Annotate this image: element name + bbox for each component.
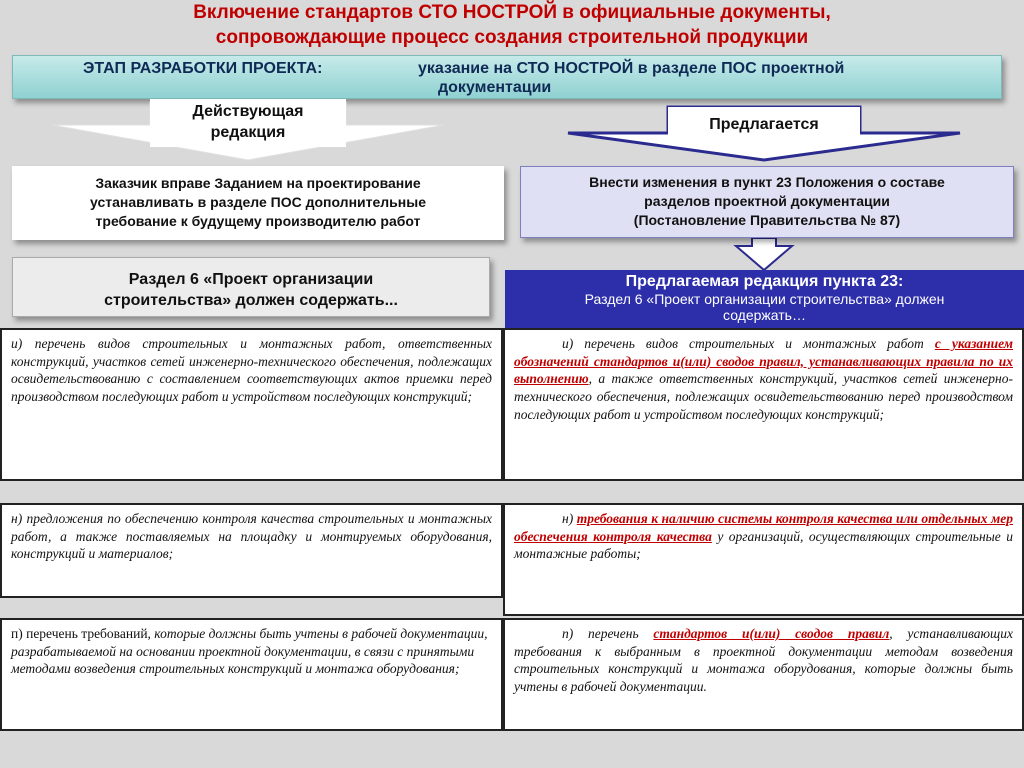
arrows-layer (0, 0, 1024, 300)
changes-box (520, 166, 1014, 238)
proposed-item-p (503, 618, 1024, 731)
proposed-n-suffix: у организаций, осуществляющих строительные и монтажные работы; (514, 528, 1013, 562)
changes-line-1: Внести изменения в пункт 23 Положения о составе (589, 174, 945, 190)
section-box (12, 257, 490, 317)
title-line-1: Включение стандартов СТО НОСТРОЙ в официальные документы, (193, 2, 831, 23)
title-line-2: сопровождающие процесс создания строительной продукции (215, 27, 809, 48)
proposed-edition-heading: Предлагаемая редакция пункта 23: (625, 273, 904, 290)
proposed-edition-line-1: Раздел 6 «Проект организации строительства» должен (584, 291, 945, 307)
proposed-i-highlight: с указанием обозначений стандартов и(или) сводов правил, устанавливающих правила по их выполнению (514, 336, 1014, 387)
proposed-i-suffix: , а также ответственных конструкций, участков сетей инженерно-технического обеспечения, подлежащих освидетельствованию перед производством последующих работ и устройством последующих конструкций; (514, 371, 1013, 422)
current-edition-label (150, 99, 346, 147)
customer-line-3: требование к будущему производителю работ (95, 213, 421, 229)
proposed-edition-box (505, 270, 1024, 328)
current-p-rest: которые должны быть учтены в рабочей документации, разрабатываемой на основании проектной документации, в связи с принятыми методами возведения строительных конструкций и монтажа оборудования; (11, 626, 488, 677)
proposed-p-suffix: , устанавливающих требования к выбранным в проектной документации методам возведения строительных конструкций и монтажа оборудования, которые должны быть учтены в рабочей документации. (514, 626, 1013, 695)
customer-line-1: Заказчик вправе Заданием на проектирование (95, 175, 421, 191)
customer-box (12, 166, 504, 240)
current-p-prefix: п) перечень требований, (11, 626, 155, 641)
changes-line-3: (Постановление Правительства № 87) (633, 212, 901, 228)
proposed-item-n (503, 503, 1024, 616)
proposed-edition-line-2: содержать… (723, 307, 806, 323)
proposed-i-prefix: и) перечень видов строительных и монтажных работ (562, 336, 935, 351)
small-down-arrow (736, 238, 792, 270)
stage-text-line-2: документации (438, 79, 552, 96)
section-line-1: Раздел 6 «Проект организации (128, 271, 374, 288)
proposed-n-prefix: н) (562, 511, 577, 526)
current-item-p (0, 618, 503, 731)
stage-text-line-1: указание на СТО НОСТРОЙ в разделе ПОС проектной (418, 60, 845, 77)
proposed-label: Предлагается (668, 107, 860, 140)
customer-line-2: устанавливать в разделе ПОС дополнительные (90, 194, 426, 210)
section-line-2: строительства» должен содержать... (104, 292, 398, 309)
current-edition-line-2: редакция (210, 124, 286, 141)
proposed-p-prefix: п) перечень (562, 626, 654, 641)
proposed-n-highlight: требования к наличию системы контроля качества или отдельных мер обеспечения контроля качества (514, 511, 1013, 544)
stage-label: ЭТАП РАЗРАБОТКИ ПРОЕКТА: (83, 60, 323, 77)
current-item-n: н) предложения по обеспечению контроля качества строительных и монтажных работ, а также поставляемых на площадку и монтируемых оборудования, конструкций и материалов; (0, 503, 503, 598)
proposed-item-i (503, 328, 1024, 481)
current-edition-line-1: Действующая (192, 103, 304, 120)
current-item-i: и) перечень видов строительных и монтажных работ, ответственных конструкций, участков сетей инженерно-технического обеспечения, подлежащих освидетельствованию с составлением соответствующих актов приемки перед производством последующих работ и устройством последующих конструкций; (0, 328, 503, 481)
changes-line-2: разделов проектной документации (644, 193, 890, 209)
proposed-p-highlight: стандартов и(или) сводов правил (653, 626, 890, 641)
